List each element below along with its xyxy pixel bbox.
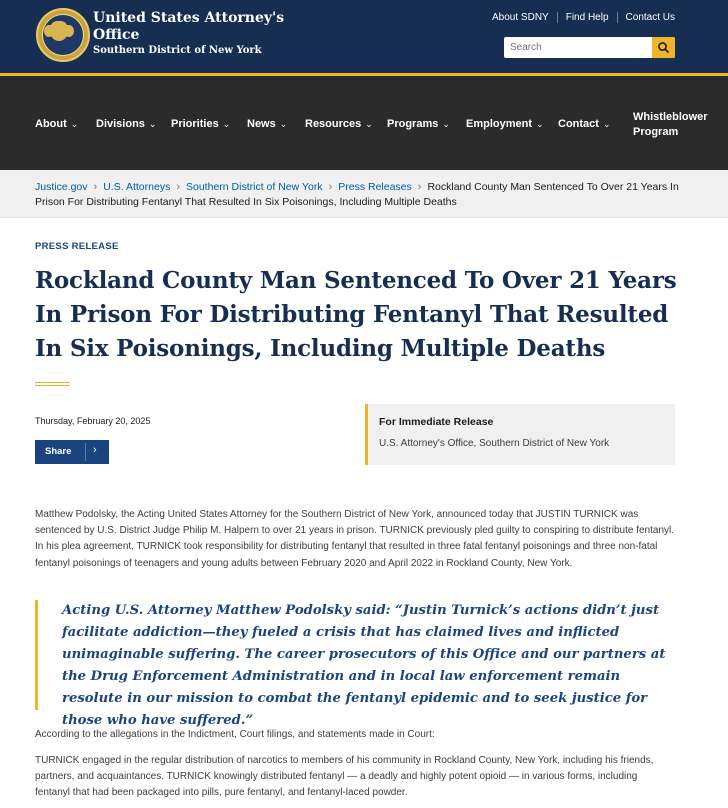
- release-box-title: For Immediate Release: [379, 416, 494, 428]
- about-sdny-link[interactable]: About SDNY: [492, 12, 549, 23]
- nav-label: Employment: [466, 118, 533, 130]
- search-icon: [652, 37, 675, 58]
- breadcrumb-link-justice-gov[interactable]: Justice.gov: [35, 181, 88, 193]
- breadcrumb-link-us-attorneys[interactable]: U.S. Attorneys: [103, 181, 171, 193]
- seal-eagle-icon: [50, 21, 68, 41]
- title-divider: [35, 382, 70, 386]
- chevron-right-icon: ›: [417, 181, 422, 193]
- pull-quote: [35, 600, 685, 728]
- nav-label: News: [247, 118, 276, 130]
- chevron-right-icon: ›: [176, 181, 180, 193]
- breadcrumb-current: Rockland County Man Sentenced To Over 21 Years In Prison For Distributing Fentanyl That Resulted In Six Poisonings, Including Multiple Deaths: [35, 181, 679, 208]
- release-info-box: [365, 404, 675, 465]
- nav-item-employment[interactable]: [466, 118, 544, 130]
- nav-label: Programs: [387, 118, 439, 130]
- nav-label: Contact: [558, 118, 599, 130]
- find-help-link[interactable]: Find Help: [557, 12, 617, 23]
- nav-item-whistleblower-program[interactable]: Whistleblower Program: [633, 111, 708, 138]
- contact-us-link[interactable]: Contact Us: [617, 12, 675, 23]
- search-box: [504, 37, 675, 58]
- nav-label: About: [35, 118, 67, 130]
- body-paragraph-1: Matthew Podolsky, the Acting United States Attorney for the Southern District of New York, announced today that JUSTIN TURNICK was sentenced by U.S. District Judge Philip M. Halpern to over 21 years in prison. TURNICK previously pled guilty to conspiring to distribute fentanyl. In his plea agreement, TURNICK took responsibility for distributing fentanyl that resulted in three fatal fentanyl poisonings and three non-fatal fentanyl poisonings of teenagers and young adults between February 2020 and April 2022 in Rockland County, New York.: [35, 509, 675, 569]
- chevron-down-icon: ⌄: [70, 119, 79, 129]
- nav-item-news[interactable]: [247, 118, 287, 130]
- breadcrumb-trail: [35, 180, 685, 210]
- release-date: Thursday, February 20, 2025: [35, 416, 151, 426]
- nav-item-divisions[interactable]: [96, 118, 156, 130]
- chevron-right-icon: ›: [93, 181, 98, 193]
- nav-item-priorities[interactable]: [171, 118, 230, 130]
- chevron-down-icon: ⌄: [279, 119, 288, 129]
- agency-title[interactable]: United States Attorney's Office: [93, 10, 285, 43]
- chevron-down-icon: ⌄: [148, 119, 157, 129]
- doj-seal-logo[interactable]: [36, 8, 90, 62]
- agency-subtitle[interactable]: Southern District of New York: [93, 45, 262, 56]
- body-paragraph-3: TURNICK engaged in the regular distribution of narcotics to members of his community in Rockland County, New York, including his friends, partners, and acquaintances. TURNICK knowingly distributed fentanyl — a deadly and highly potent opioid — in various forms, including fentanyl that had been packaged into pills, pure fentanyl, and fentanyl-laced powder.: [35, 755, 654, 799]
- press-release-eyebrow: PRESS RELEASE: [35, 241, 119, 252]
- share-divider: [85, 443, 86, 461]
- nav-item-programs[interactable]: [387, 118, 450, 130]
- release-box-office: U.S. Attorney's Office, Southern District of New York: [379, 438, 610, 449]
- nav-item-contact[interactable]: [558, 118, 611, 130]
- share-button[interactable]: [35, 440, 109, 464]
- nav-label: Resources: [305, 118, 362, 130]
- chevron-right-icon: ›: [328, 181, 333, 193]
- search-button[interactable]: [652, 37, 675, 58]
- share-label: Share: [45, 446, 72, 457]
- nav-label: Priorities: [171, 118, 219, 130]
- nav-item-resources[interactable]: [305, 118, 373, 130]
- utility-links: [492, 12, 675, 23]
- site-header: [0, 0, 728, 76]
- nav-label: Divisions: [96, 118, 145, 130]
- chevron-down-icon: ⌄: [442, 119, 450, 129]
- breadcrumb-link-sdny[interactable]: Southern District of New York: [186, 181, 323, 193]
- chevron-right-icon: ›: [93, 444, 97, 456]
- chevron-down-icon: ⌄: [536, 119, 544, 129]
- page-title: Rockland County Man Sentenced To Over 21 Years In Prison For Distributing Fentanyl That Resulted In Six Poisonings, Including Multiple Deaths: [35, 267, 677, 362]
- chevron-down-icon: ⌄: [365, 119, 373, 129]
- nav-item-about[interactable]: [35, 118, 78, 130]
- chevron-down-icon: ⌄: [602, 119, 611, 129]
- pull-quote-text: Acting U.S. Attorney Matthew Podolsky said: “Justin Turnick’s actions didn’t just facilitate addiction—they fueled a crisis that has claimed lives and inflicted unimaginable suffering. The career prosecutors of this Office and our partners at the Drug Enforcement Administration and in local law enforcement remain resolute in our mission to combat the fentanyl epidemic and to seek justice for those who have suffered.”: [62, 603, 666, 728]
- body-paragraph-2: According to the allegations in the Indictment, Court filings, and statements made in Court:: [35, 729, 435, 740]
- main-nav: [0, 76, 728, 170]
- search-input[interactable]: [504, 37, 650, 58]
- breadcrumb-link-press-releases[interactable]: Press Releases: [338, 181, 412, 193]
- chevron-down-icon: ⌄: [222, 119, 231, 129]
- breadcrumb: [0, 170, 728, 218]
